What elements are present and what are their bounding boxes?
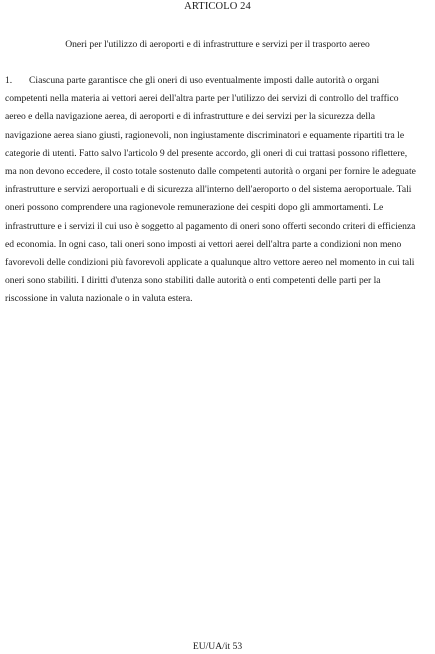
paragraph-text: Ciascuna parte garantisce che gli oneri di uso eventualmente imposti dalle autorità o organi competenti nella materia ai vettori aerei dell'altra parte per l'utilizzo dei servizi di controllo del traffico aereo e della navigazione aerea, di aeroporti e di infrastrutture e dei servizi per la sicurezza della navigazione aerea siano giusti, ragionevoli, non ingiustamente discriminatori e equamente ripartiti tra le categorie di utenti. Fatto salvo l'articolo 9 del presente accordo, gli oneri di cui trattasi possono riflettere, ma non devono eccedere, il costo totale sostenuto dalle competenti autorità o organi per fornire le adeguate infrastrutture e servizi aeroportuali e di sicurezza all'interno dell'aeroporto o del sistema aeroportuale. Tali oneri possono comprendere una ragionevole remunerazione dei cespiti dopo gli ammortamenti. Le infrastrutture e i servizi il cui uso è soggetto al pagamento di oneri sono offerti secondo criteri di efficienza ed economia. In ogni caso, tali oneri sono imposti ai vettori aerei dell'altra parte a condizioni non meno favorevoli delle condizioni più favorevoli applicate a qualunque altro vettore aereo nel momento in cui tali oneri sono stabiliti. I diritti d'utenza sono stabiliti dalle autorità o enti competenti delle parti per la riscossione in valuta nazionale o in valuta estera. (5, 75, 416, 305)
paragraph-1 (5, 72, 419, 309)
article-heading: ARTICOLO 24 (184, 1, 251, 12)
paragraph-number: 1. (5, 75, 13, 86)
article-title: Oneri per l'utilizzo di aeroporti e di infrastrutture e servizi per il trasporto aereo (65, 39, 370, 50)
page-footer: EU/UA/it 53 (192, 641, 243, 652)
